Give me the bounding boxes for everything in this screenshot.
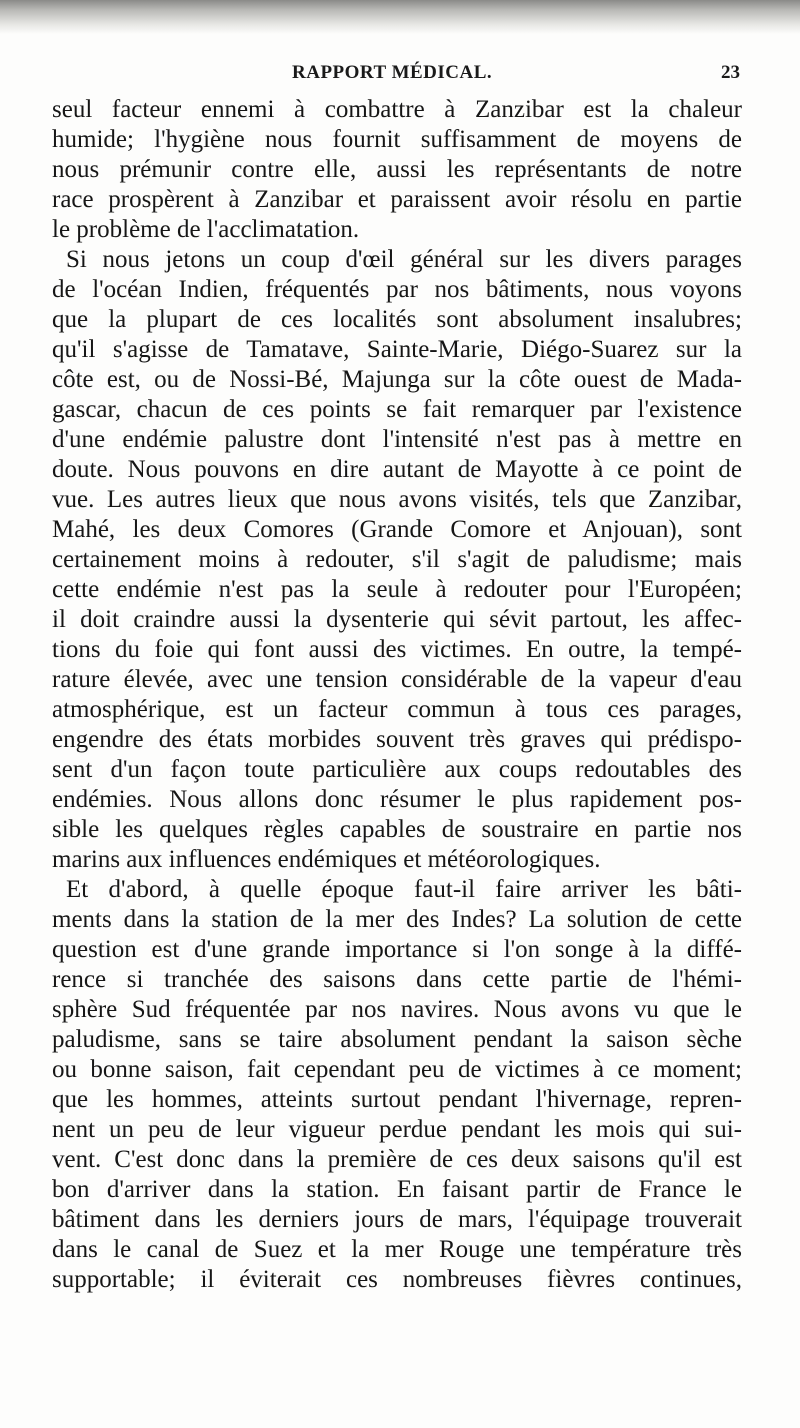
text-line: Mahé, les deux Comores (Grande Comore et Anjouan), sont — [52, 516, 742, 543]
text-line: question est d'une grande importance si l'on songe à la diffé- — [52, 936, 742, 963]
text-line: sible les quelques règles capables de soustraire en partie nos — [52, 816, 742, 843]
text-line: il doit craindre aussi la dysenterie qui sévit partout, les affec- — [52, 606, 742, 633]
text-line: humide; l'hygiène nous fournit suffisamment de moyens de — [52, 126, 742, 153]
text-line: supportable; il éviterait ces nombreuses fièvres continues, — [52, 1266, 742, 1293]
running-title: RAPPORT MÉDICAL. — [292, 62, 493, 83]
text-line: rence si tranchée des saisons dans cette partie de l'hémi- — [52, 966, 742, 993]
page-number: 23 — [721, 62, 740, 83]
text-line: paludisme, sans se taire absolument pendant la saison sèche — [52, 1026, 742, 1053]
text-line: que la plupart de ces localités sont absolument insalubres; — [52, 306, 742, 333]
text-line: certainement moins à redouter, s'il s'agit de paludisme; mais — [52, 546, 742, 573]
text-line: gascar, chacun de ces points se fait remarquer par l'existence — [52, 396, 742, 423]
text-line: engendre des états morbides souvent très graves qui prédispo- — [52, 726, 742, 753]
text-line: atmosphérique, est un facteur commun à tous ces parages, — [52, 696, 742, 723]
text-line: vent. C'est donc dans la première de ces deux saisons qu'il est — [52, 1146, 742, 1173]
scan-shadow-edge — [0, 0, 800, 34]
text-line: d'une endémie palustre dont l'intensité n'est pas à mettre en — [52, 426, 742, 453]
text-line: seul facteur ennemi à combattre à Zanzibar est la chaleur — [52, 96, 742, 123]
text-line: doute. Nous pouvons en dire autant de Mayotte à ce point de — [52, 456, 742, 483]
text-line: race prospèrent à Zanzibar et paraissent avoir résolu en partie — [52, 186, 742, 213]
text-line: Si nous jetons un coup d'œil général sur les divers parages — [66, 246, 742, 273]
text-line: côte est, ou de Nossi-Bé, Majunga sur la côte ouest de Mada- — [52, 366, 742, 393]
text-line: vue. Les autres lieux que nous avons visités, tels que Zanzibar, — [52, 486, 742, 513]
text-line: qu'il s'agisse de Tamatave, Sainte-Marie, Diégo-Suarez sur la — [52, 336, 742, 363]
text-line: Et d'abord, à quelle époque faut-il faire arriver les bâti- — [66, 876, 742, 903]
text-line: cette endémie n'est pas la seule à redouter pour l'Européen; — [52, 576, 742, 603]
body-text — [52, 95, 742, 1295]
text-line: bâtiment dans les derniers jours de mars, l'équipage trouverait — [52, 1206, 742, 1233]
text-line: le problème de l'acclimatation. — [52, 216, 360, 243]
text-line: que les hommes, atteints surtout pendant l'hivernage, repren- — [52, 1086, 742, 1113]
text-line: bon d'arriver dans la station. En faisant partir de France le — [52, 1176, 742, 1203]
text-line: endémies. Nous allons donc résumer le plus rapidement pos- — [52, 786, 742, 813]
text-line: marins aux influences endémiques et météorologiques. — [52, 846, 601, 873]
text-line: nent un peu de leur vigueur perdue pendant les mois qui sui- — [52, 1116, 742, 1143]
text-line: ments dans la station de la mer des Indes? La solution de cette — [52, 906, 742, 933]
text-line: rature élevée, avec une tension considérable de la vapeur d'eau — [52, 666, 742, 693]
page-header — [50, 62, 740, 86]
text-line: sent d'un façon toute particulière aux coups redoutables des — [52, 756, 742, 783]
text-line: ou bonne saison, fait cependant peu de victimes à ce moment; — [52, 1056, 742, 1083]
text-line: tions du foie qui font aussi des victimes. En outre, la tempé- — [52, 636, 742, 663]
text-line: dans le canal de Suez et la mer Rouge une température très — [52, 1236, 742, 1263]
text-line: nous prémunir contre elle, aussi les représentants de notre — [52, 156, 742, 183]
text-line: sphère Sud fréquentée par nos navires. Nous avons vu que le — [52, 996, 742, 1023]
text-line: de l'océan Indien, fréquentés par nos bâtiments, nous voyons — [52, 276, 742, 303]
